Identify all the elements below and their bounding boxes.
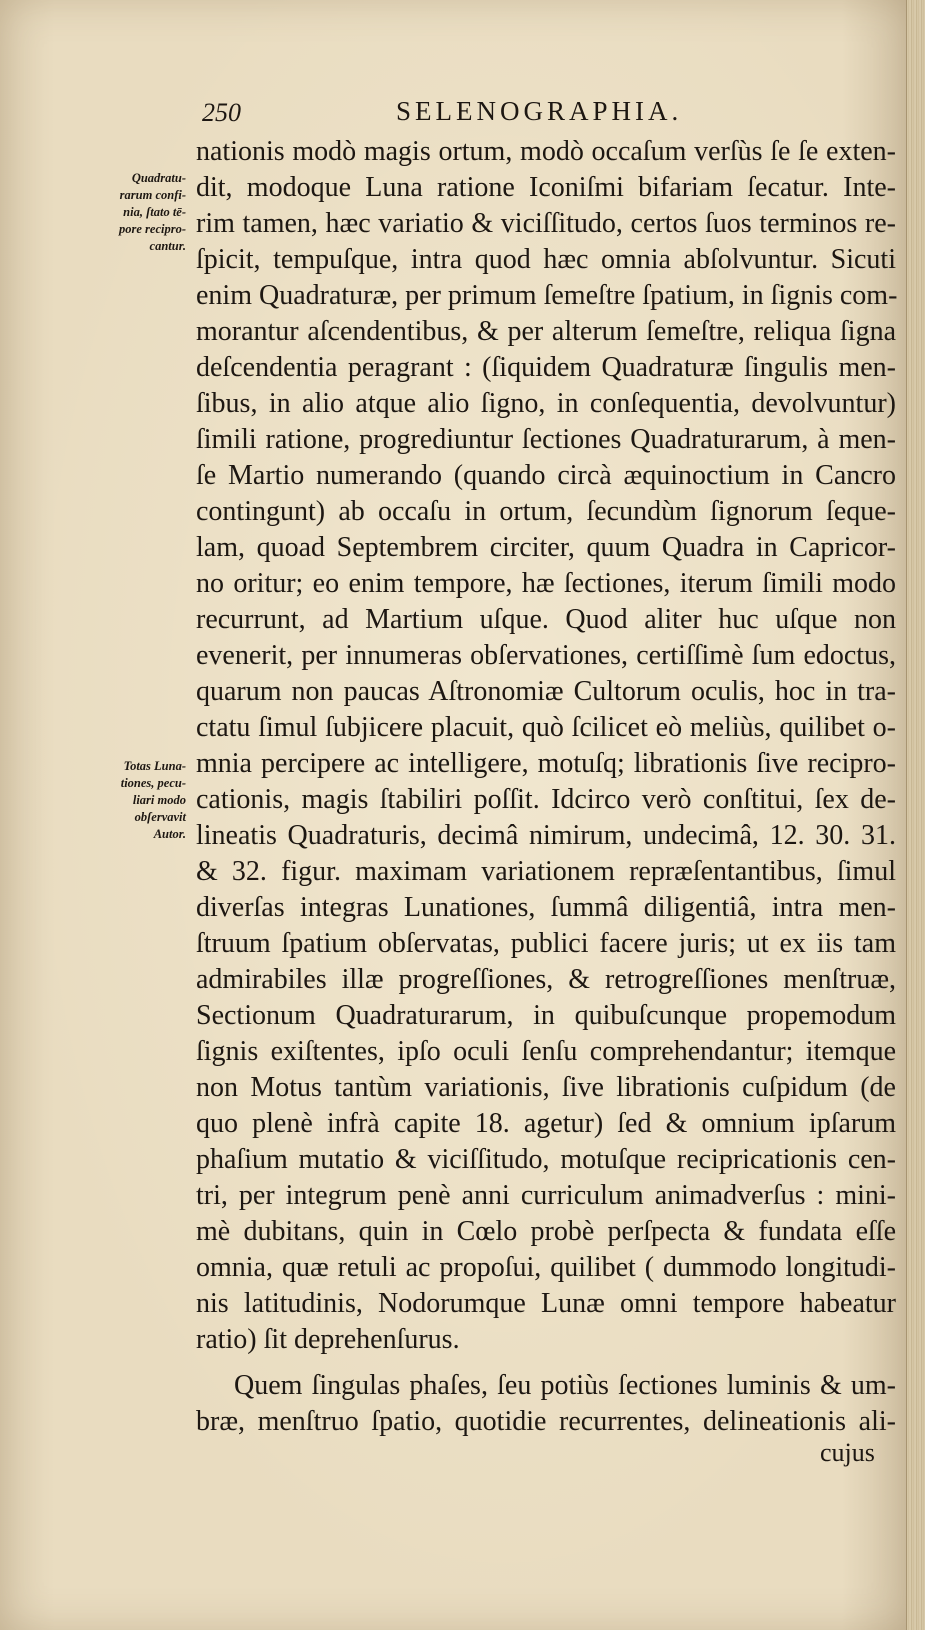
text-line: ſibus, in alio atque alio ſigno, in conſequentia, devolvuntur) (196, 388, 896, 419)
text-line: ſe Martio numerando (quando circà æquinoctium in Cancro (196, 460, 896, 491)
margin-note-line: Totas Luna- (123, 759, 186, 773)
text-line: evenerit, per innumeras obſervationes, certiſſimè ſum edoctus, (196, 640, 896, 671)
margin-note-line: liari modo (132, 793, 186, 807)
margin-note-line: obſervavit (134, 810, 186, 824)
running-head: SELENOGRAPHIA. (396, 96, 683, 126)
margin-note-line: Quadratu- (131, 171, 186, 185)
text-line: contingunt) ab occaſu in ortum, ſecundùm ſignorum ſeque- (196, 496, 896, 527)
text-line: enim Quadraturæ, per primum ſemeſtre ſpatium, in ſignis com- (196, 280, 898, 311)
page-fore-edge (906, 0, 925, 1630)
text-line: ctatu ſimul ſubjicere placuit, quò ſcilicet eò meliùs, quilibet o- (196, 712, 896, 743)
text-line: lineatis Quadraturis, decimâ nimirum, undecimâ, 12. 30. 31. (196, 820, 896, 851)
text-line: bræ, menſtruo ſpatio, quotidie recurrentes, delineationis ali- (196, 1406, 896, 1437)
margin-note-line: tiones, pecu- (120, 776, 186, 790)
text-line: recurrunt, ad Martium uſque. Quod aliter huc uſque non (196, 604, 896, 635)
text-line: morantur aſcendentibus, & per alterum ſemeſtre, reliqua ſigna (196, 316, 896, 347)
text-line: mnia percipere ac intelligere, motuſq; librationis ſive recipro- (196, 748, 896, 779)
margin-note-quadraturarum (108, 170, 186, 255)
page-number: 250 (202, 98, 241, 127)
text-line: nationis modò magis ortum, modò occaſum verſùs ſe ſe exten- (196, 136, 896, 167)
text-line: quo plenè infrà capite 18. agetur) ſed & omnium ipſarum (196, 1108, 896, 1139)
text-line: non Motus tantùm variationis, ſive librationis cuſpidum (de (196, 1072, 896, 1103)
text-line: cationis, magis ſtabiliri poſſit. Idcirco verò conſtitui, ſex de- (196, 784, 896, 815)
margin-note-line: Autor. (153, 827, 186, 841)
text-line: ſignis exiſtentes, ipſo oculi ſenſu comprehendantur; itemque (196, 1036, 896, 1067)
text-line: admirabiles illæ progreſſiones, & retrogreſſiones menſtruæ, (196, 964, 896, 995)
text-line: no oritur; eo enim tempore, hæ ſectiones, iterum ſimili modo (196, 568, 896, 599)
margin-note-lunationes (108, 758, 186, 843)
text-line: ratio) ſit deprehenſurus. (196, 1324, 460, 1355)
text-line: ſimili ratione, progrediuntur ſectiones Quadraturarum, à men- (196, 424, 896, 455)
text-line: dit, modoque Luna ratione Iconiſmi bifariam ſecatur. Inte- (196, 172, 896, 203)
text-line: rim tamen, hæc variatio & viciſſitudo, certos ſuos terminos re- (196, 208, 896, 239)
page-header (200, 96, 730, 136)
margin-note-line: rarum confi- (119, 188, 186, 202)
text-line: omnia, quæ retuli ac propoſui, quilibet ( dummodo longitudi- (196, 1252, 896, 1283)
catchword: cujus (820, 1438, 875, 1467)
text-line: diverſas integras Lunationes, ſummâ diligentiâ, intra men- (196, 892, 896, 923)
text-line: phaſium mutatio & viciſſitudo, motuſque recipricationis cen- (196, 1144, 896, 1175)
margin-note-line: cantur. (149, 239, 186, 253)
text-line: quarum non paucas Aſtronomiæ Cultorum oculis, hoc in tra- (196, 676, 896, 707)
text-line: mè dubitans, quin in Cœlo probè perſpecta & fundata eſſe (196, 1216, 896, 1247)
text-line: ſpicit, tempuſque, intra quod hæc omnia abſolvuntur. Sicuti (196, 244, 896, 275)
text-line: Sectionum Quadraturarum, in quibuſcunque propemodum (196, 1000, 896, 1031)
text-line: tri, per integrum penè anni curriculum animadverſus : mini- (196, 1180, 896, 1211)
text-line: ſtruum ſpatium obſervatas, publici facere juris; ut ex iis tam (196, 928, 896, 959)
text-line: lam, quoad Septembrem circiter, quum Quadra in Capricor- (196, 532, 896, 563)
text-line: Quem ſingulas phaſes, ſeu potiùs ſectiones luminis & um- (234, 1370, 896, 1401)
text-line: & 32. figur. maximam variationem repræſentantibus, ſimul (196, 856, 896, 887)
text-line: nis latitudinis, Nodorumque Lunæ omni tempore habeatur (196, 1288, 896, 1319)
margin-note-line: nia, ſtato tē- (123, 205, 186, 219)
text-line: deſcendentia peragrant : (ſiquidem Quadraturæ ſingulis men- (196, 352, 896, 383)
margin-note-line: pore recipro- (119, 222, 186, 236)
